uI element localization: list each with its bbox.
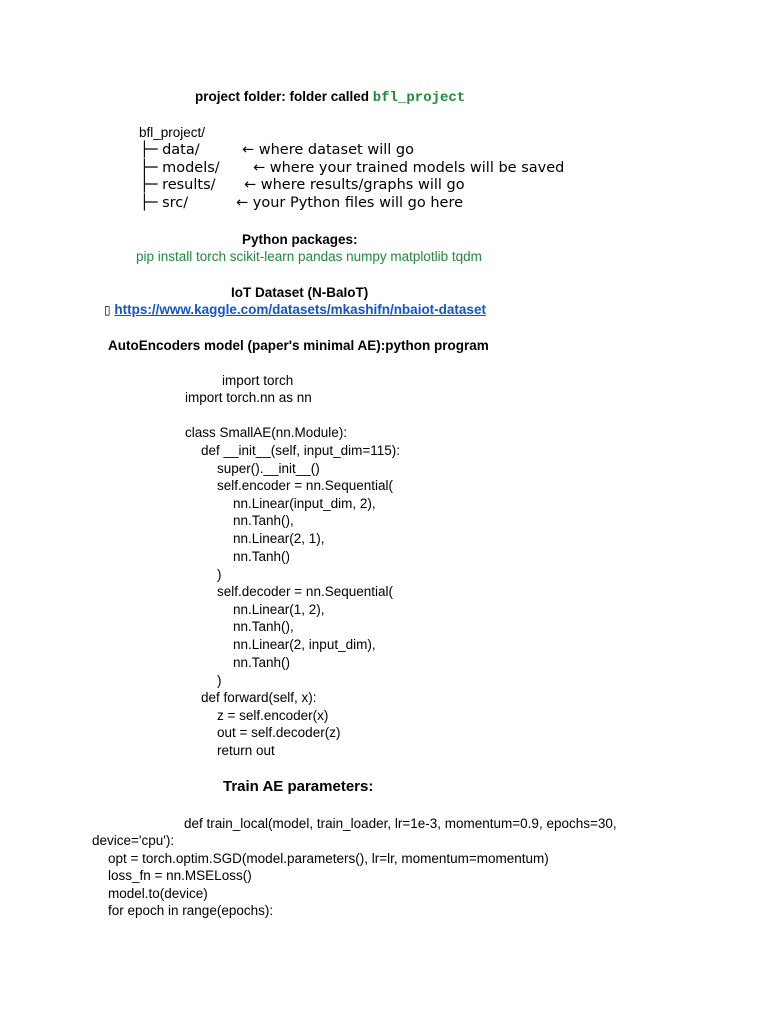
code-line: self.decoder = nn.Sequential( <box>217 584 393 599</box>
code-line: for epoch in range(epochs): <box>108 903 274 918</box>
code-line: nn.Linear(1, 2), <box>233 602 325 617</box>
tree-row-note: ← where dataset will go <box>242 142 414 158</box>
tree-row-note: ← where results/graphs will go <box>244 177 465 193</box>
code-line: ) <box>217 567 222 582</box>
code-line: nn.Linear(input_dim, 2), <box>233 496 376 511</box>
code-line: ) <box>217 673 222 688</box>
code-line: loss_fn = nn.MSELoss() <box>108 868 252 883</box>
dataset-heading: IoT Dataset (N-BaIoT) <box>231 285 369 300</box>
link-icon: ▯ <box>104 303 111 317</box>
packages-command: pip install torch scikit-learn pandas numpy matplotlib tqdm <box>136 249 482 264</box>
train-heading: Train AE parameters: <box>223 778 374 795</box>
dataset-link[interactable]: https://www.kaggle.com/datasets/mkashifn/nbaiot-dataset <box>114 302 486 317</box>
tree-row-branch: ├─ models/ <box>140 160 220 176</box>
project-folder-name: bfl_project <box>372 90 466 106</box>
code-line: nn.Linear(2, 1), <box>233 531 325 546</box>
packages-heading: Python packages: <box>242 232 358 247</box>
code-line: class SmallAE(nn.Module): <box>185 425 348 440</box>
code-line: device='cpu'): <box>92 833 175 848</box>
tree-row-branch: ├─ results/ <box>140 177 216 193</box>
project-folder-heading <box>195 88 465 107</box>
tree-row-branch: ├─ data/ <box>140 142 200 158</box>
code-line: nn.Tanh() <box>233 549 291 564</box>
code-line: return out <box>217 743 275 758</box>
code-line: z = self.encoder(x) <box>217 708 329 723</box>
code-line: nn.Tanh(), <box>233 513 294 528</box>
code-line: nn.Tanh(), <box>233 619 294 634</box>
model-heading: AutoEncoders model (paper's minimal AE):python program <box>108 338 489 353</box>
tree-root: bfl_project/ <box>139 125 206 140</box>
code-line: def forward(self, x): <box>201 690 317 705</box>
tree-row-note: ← where your trained models will be saved <box>253 160 565 176</box>
tree-row-branch: ├─ src/ <box>140 195 189 211</box>
code-line: import torch.nn as nn <box>185 390 312 405</box>
code-line: self.encoder = nn.Sequential( <box>217 478 393 493</box>
code-line: import torch <box>222 373 294 388</box>
code-line: opt = torch.optim.SGD(model.parameters(), lr=lr, momentum=momentum) <box>108 851 549 866</box>
code-line: model.to(device) <box>108 886 208 901</box>
project-folder-heading-text: project folder: folder called <box>195 89 373 104</box>
code-line: def __init__(self, input_dim=115): <box>201 443 400 458</box>
tree-row-note: ← your Python files will go here <box>236 195 464 211</box>
dataset-link-row <box>104 301 486 319</box>
code-line: super().__init__() <box>217 461 320 476</box>
code-line: nn.Linear(2, input_dim), <box>233 637 376 652</box>
code-line: out = self.decoder(z) <box>217 725 341 740</box>
code-line: nn.Tanh() <box>233 655 291 670</box>
code-line: def train_local(model, train_loader, lr=1e-3, momentum=0.9, epochs=30, <box>184 816 617 831</box>
